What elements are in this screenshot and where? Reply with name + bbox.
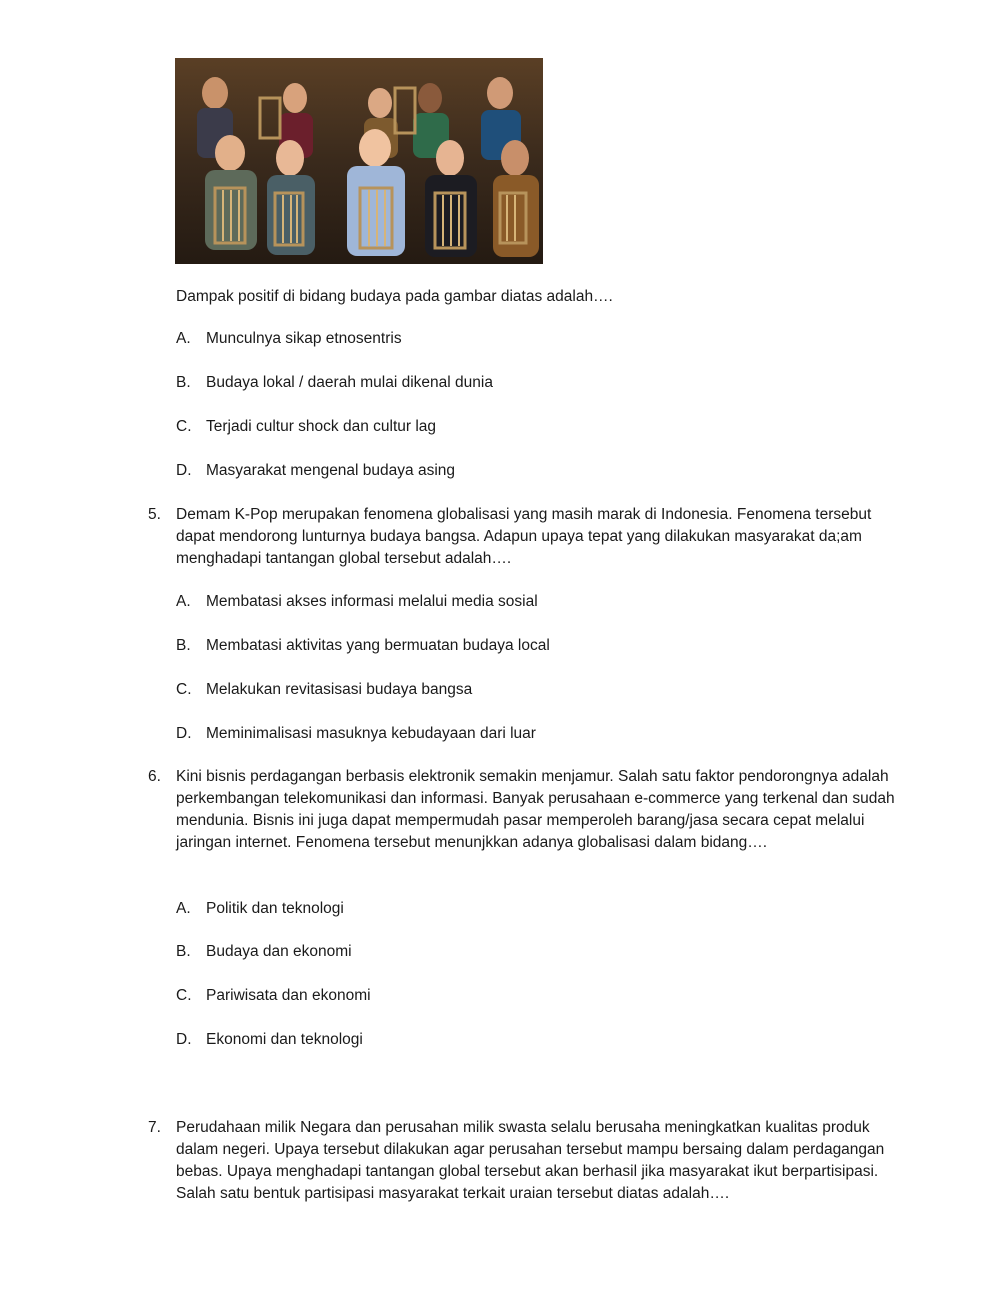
question-number: 6.: [148, 768, 161, 785]
q6-option-d[interactable]: [176, 1029, 363, 1051]
q5-option-b[interactable]: [176, 635, 550, 657]
option-letter: C.: [176, 418, 192, 435]
option-text: Melakukan revitasisasi budaya bangsa: [206, 681, 473, 698]
option-text: Terjadi cultur shock dan cultur lag: [206, 418, 437, 435]
question-5: [148, 504, 898, 570]
option-text: Meminimalisasi masuknya kebudayaan dari luar: [206, 725, 536, 742]
question-7: [148, 1117, 898, 1205]
option-text: Membatasi akses informasi melalui media sosial: [206, 593, 538, 610]
option-letter: A.: [176, 330, 191, 347]
option-text: Membatasi aktivitas yang bermuatan budaya local: [206, 637, 550, 654]
question-number: 5.: [148, 506, 161, 523]
option-letter: C.: [176, 987, 192, 1004]
option-text: Masyarakat mengenal budaya asing: [206, 462, 456, 479]
q4-option-a[interactable]: [176, 328, 402, 350]
q5-option-a[interactable]: [176, 591, 538, 613]
question-6: [148, 766, 898, 854]
option-letter: B.: [176, 374, 191, 391]
q6-option-b[interactable]: [176, 941, 352, 963]
option-letter: D.: [176, 1031, 192, 1048]
question-7-stem: Perudahaan milik Negara dan perusahan milik swasta selalu berusaha meningkatkan kualitas produk dalam negeri. Upaya tersebut dilakukan agar perusahan tersebut mampu bersaing dalam perdagangan bebas. Upaya menghadapi tantangan global tersebut akan berhasil jika masyarakat ikut berpartisipasi. Salah satu bentuk partisipasi masyarakat terkait uraian tersebut diatas adalah….: [176, 1119, 885, 1202]
question-5-stem: Demam K-Pop merupakan fenomena globalisasi yang masih marak di Indonesia. Fenomena tersebut dapat mendorong lunturnya budaya bangsa. Adapun upaya tepat yang dilakukan masyarakat da;am menghadapi tantangan global tersebut adalah….: [176, 506, 872, 567]
option-letter: B.: [176, 637, 191, 654]
question-6-stem: Kini bisnis perdagangan berbasis elektronik semakin menjamur. Salah satu faktor pendorongnya adalah perkembangan telekomunikasi dan informasi. Banyak perusahaan e-commerce yang terkenal dan sudah mendunia. Bisnis ini juga dapat mempermudah pasar memperoleh barang/jasa secara cepat melalui jaringan internet. Fenomena tersebut menunjkkan adanya globalisasi dalam bidang….: [176, 768, 895, 851]
option-letter: D.: [176, 725, 192, 742]
q4-option-d[interactable]: [176, 460, 455, 482]
option-letter: A.: [176, 900, 191, 917]
q5-option-d[interactable]: [176, 723, 536, 745]
q4-option-c[interactable]: [176, 416, 436, 438]
option-letter: D.: [176, 462, 192, 479]
q6-option-a[interactable]: [176, 898, 344, 920]
option-text: Politik dan teknologi: [206, 900, 344, 917]
option-text: Budaya lokal / daerah mulai dikenal dunia: [206, 374, 493, 391]
photo-illustration: [175, 58, 543, 264]
option-letter: C.: [176, 681, 192, 698]
option-text: Ekonomi dan teknologi: [206, 1031, 363, 1048]
option-letter: B.: [176, 943, 191, 960]
option-letter: A.: [176, 593, 191, 610]
option-text: Budaya dan ekonomi: [206, 943, 352, 960]
option-text: Munculnya sikap etnosentris: [206, 330, 402, 347]
question-4-stem: Dampak positif di bidang budaya pada gambar diatas adalah….: [176, 288, 613, 305]
option-text: Pariwisata dan ekonomi: [206, 987, 371, 1004]
photo-group-angklung: [175, 58, 543, 264]
q4-option-b[interactable]: [176, 372, 493, 394]
question-number: 7.: [148, 1119, 161, 1136]
q6-option-c[interactable]: [176, 985, 371, 1007]
q5-option-c[interactable]: [176, 679, 472, 701]
